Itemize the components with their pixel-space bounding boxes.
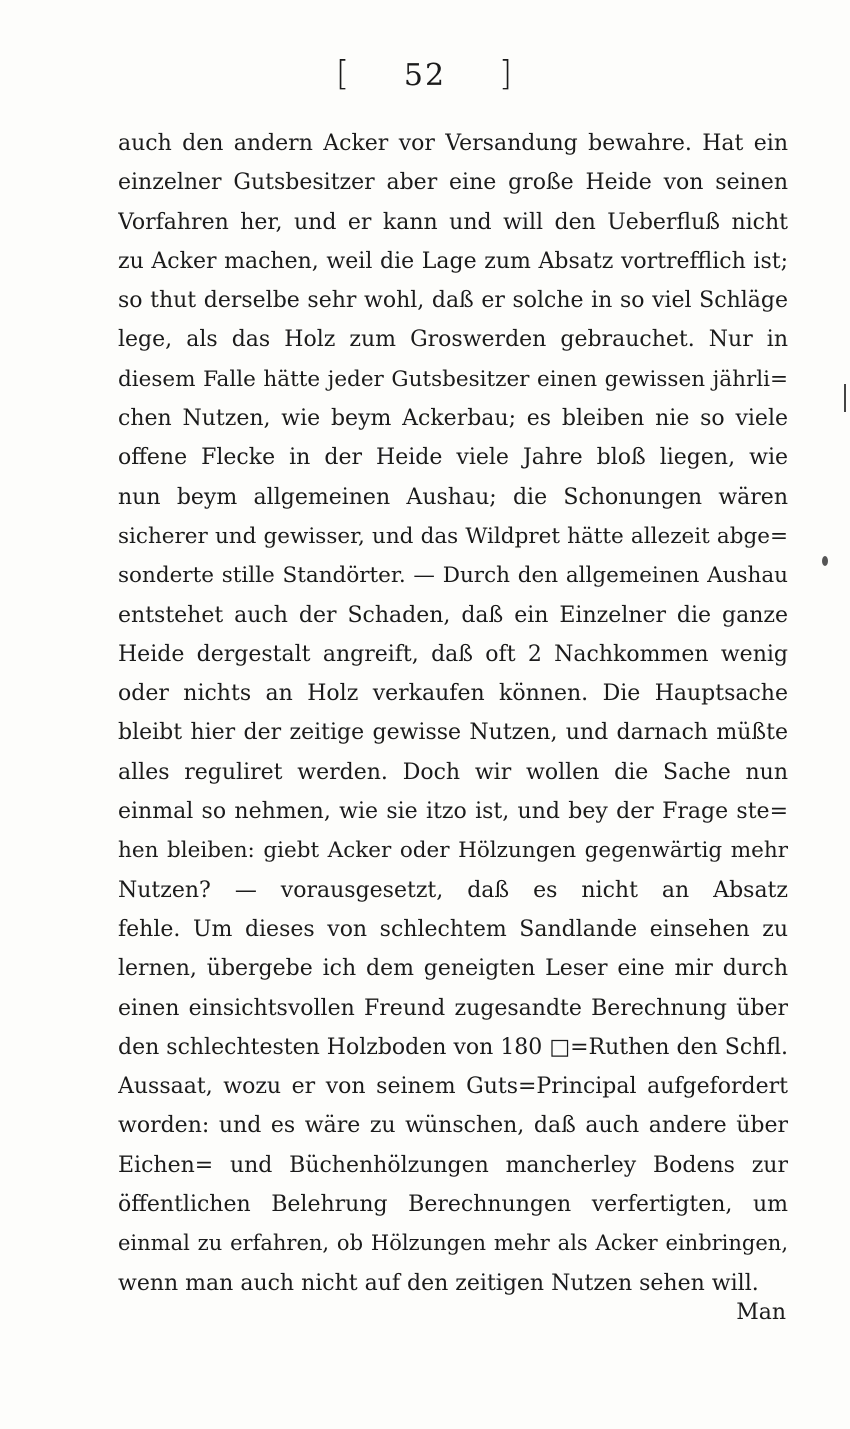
text-line: Nutzen? — vorausgesetzt, daß es nicht an Absatz [118, 877, 788, 903]
text-line: offene Flecke in der Heide viele Jahre bloß liegen, wie [118, 445, 788, 471]
text-line: chen Nutzen, wie beym Ackerbau; es bleiben nie so viele [118, 406, 788, 432]
text-line: worden: und es wäre zu wünschen, daß auch andere über [118, 1113, 788, 1139]
text-line: lege, als das Holz zum Groswerden gebrauchet. Nur in [118, 327, 788, 353]
text-line: diesem Falle hätte jeder Gutsbesitzer einen gewissen jährli= [118, 366, 788, 392]
text-line: fehle. Um dieses von schlechtem Sandlande einsehen zu [118, 916, 788, 942]
body-text [118, 124, 788, 1303]
text-line: sonderte stille Standörter. — Durch den allgemeinen Aushau [118, 563, 788, 589]
text-line: wenn man auch nicht auf den zeitigen Nutzen sehen will. [118, 1270, 759, 1296]
page-edge-mark [844, 384, 846, 412]
text-line: Aussaat, wozu er von seinem Guts=Principal aufgefordert [118, 1074, 788, 1100]
text-line: hen bleiben: giebt Acker oder Hölzungen gegenwärtig mehr [118, 838, 788, 864]
text-line: auch den andern Acker vor Versandung bewahre. Hat ein [118, 131, 788, 156]
text-line: oder nichts an Holz verkaufen können. Die Hauptsache [118, 681, 788, 707]
page-number: 52 [403, 58, 447, 93]
text-line: sicherer und gewisser, und das Wildpret hätte allezeit abge= [118, 523, 788, 549]
ink-speck [822, 556, 828, 566]
text-line: Heide dergestalt angreift, daß oft 2 Nachkommen wenig [118, 641, 788, 667]
text-line: einen einsichtsvollen Freund zugesandte Berechnung über [118, 995, 788, 1021]
text-line: lernen, übergebe ich dem geneigten Leser eine mir durch [118, 956, 788, 982]
catchword: Man [736, 1300, 786, 1325]
text-line: einmal so nehmen, wie sie itzo ist, und bey der Frage ste= [118, 799, 788, 825]
text-line: Eichen= und Büchenhölzungen mancherley Bodens zur [118, 1152, 788, 1178]
bracket-close: ] [498, 54, 515, 94]
text-line: Vorfahren her, und er kann und will den Ueberfluß nicht [118, 209, 788, 235]
page-header [0, 54, 850, 94]
text-line: einmal zu erfahren, ob Hölzungen mehr als Acker einbringen, [118, 1231, 788, 1256]
text-line: öffentlichen Belehrung Berechnungen verfertigten, um [118, 1192, 788, 1218]
bracket-open: [ [335, 54, 352, 94]
text-line: nun beym allgemeinen Aushau; die Schonungen wären [118, 484, 788, 510]
text-line: so thut derselbe sehr wohl, daß er solche in so viel Schläge [118, 288, 788, 314]
text-line: entstehet auch der Schaden, daß ein Einzelner die ganze [118, 602, 788, 628]
text-line: zu Acker machen, weil die Lage zum Absatz vortrefflich ist; [118, 248, 788, 274]
text-line: alles reguliret werden. Doch wir wollen die Sache nun [118, 759, 788, 785]
text-line: bleibt hier der zeitige gewisse Nutzen, und darnach müßte [118, 720, 788, 746]
text-line: einzelner Gutsbesitzer aber eine große Heide von seinen [118, 170, 788, 196]
text-line: den schlechtesten Holzboden von 180 □=Ruthen den Schfl. [118, 1034, 788, 1060]
